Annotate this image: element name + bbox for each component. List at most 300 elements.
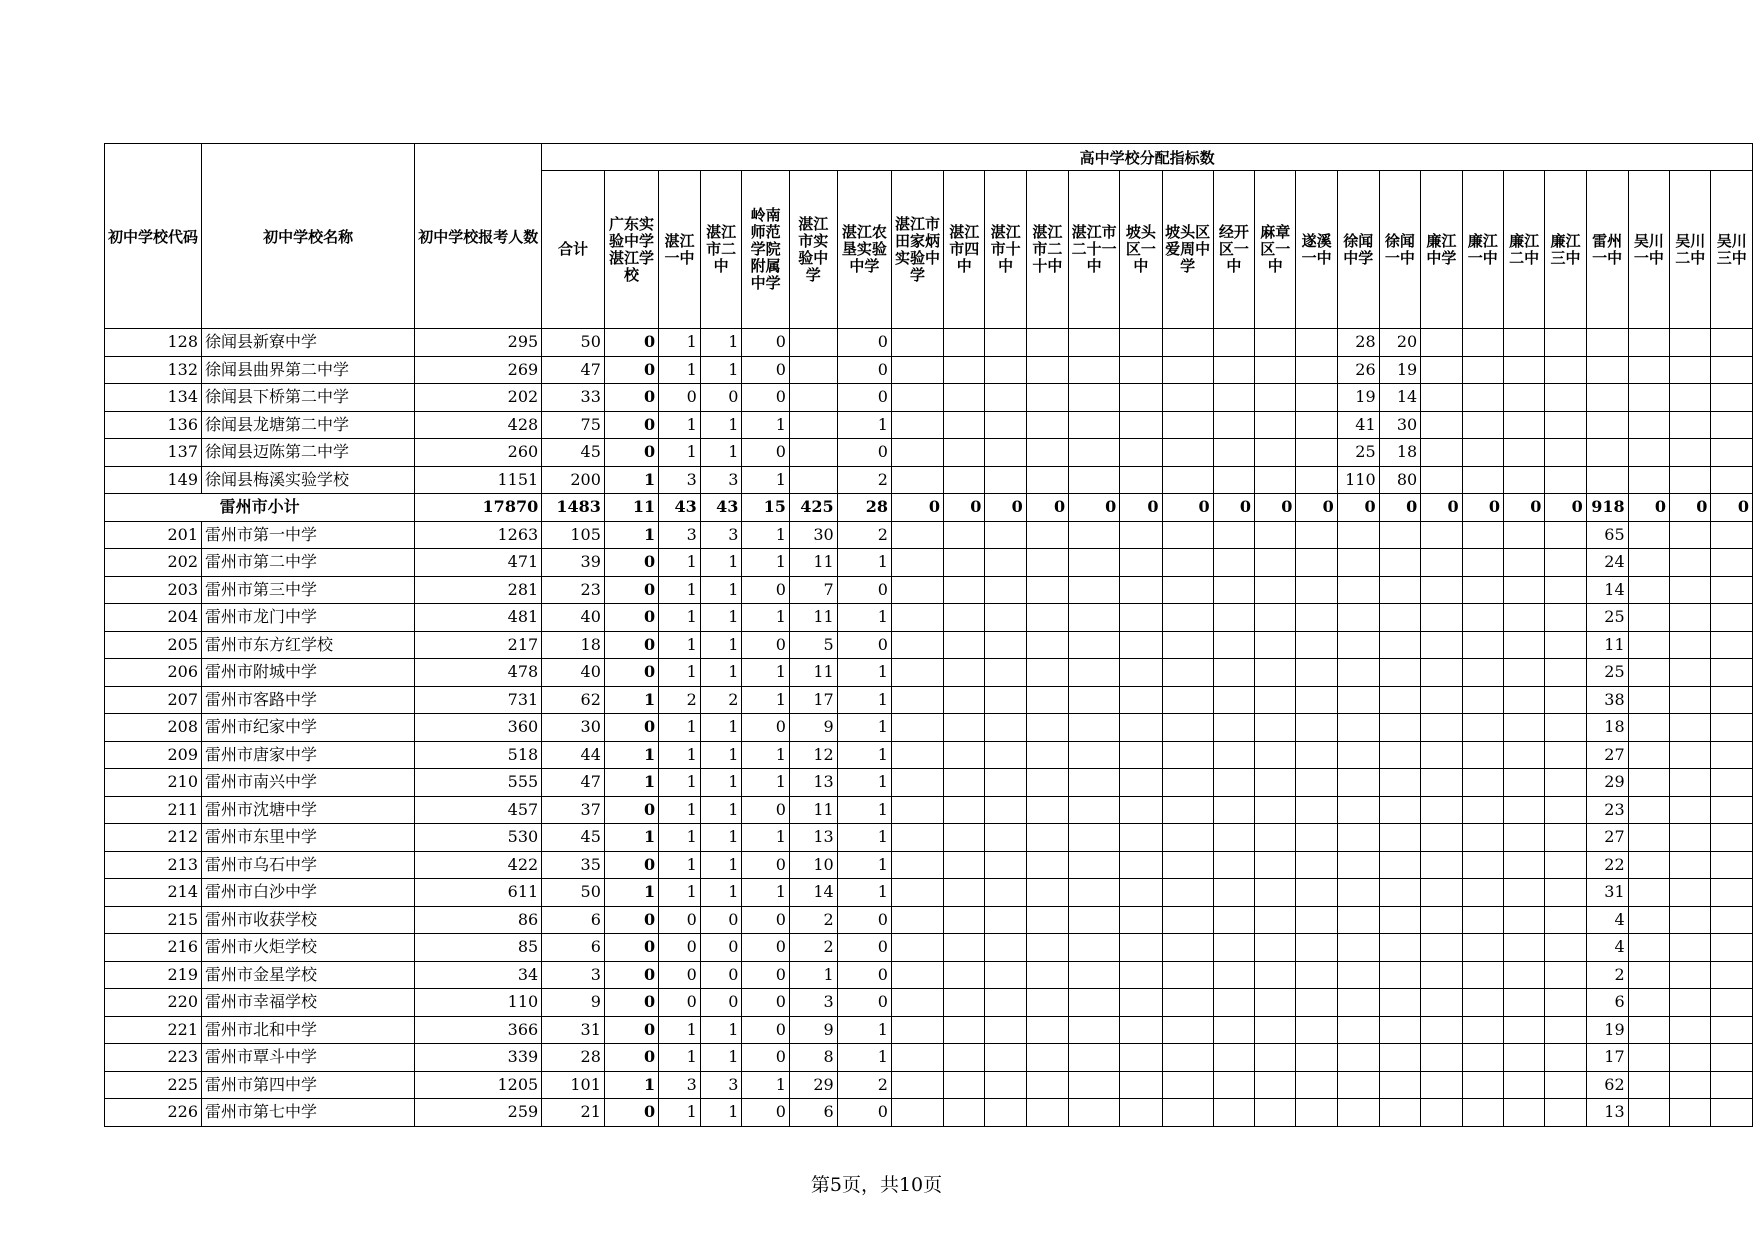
quota-cell — [1162, 549, 1213, 577]
quota-cell: 1 — [700, 329, 742, 357]
quota-cell — [1462, 1044, 1503, 1072]
table-row — [105, 1099, 1753, 1127]
quota-cell — [1503, 1044, 1544, 1072]
quota-cell: 0 — [604, 411, 658, 439]
quota-cell — [1462, 521, 1503, 549]
quota-cell: 1 — [700, 796, 742, 824]
quota-cell — [1628, 1016, 1669, 1044]
quota-cell — [1162, 1071, 1213, 1099]
header-subcol: 合计 — [542, 171, 605, 329]
quota-cell: 1 — [742, 741, 789, 769]
quota-cell — [1670, 329, 1711, 357]
quota-cell — [1296, 769, 1337, 797]
quota-cell — [1628, 906, 1669, 934]
quota-cell: 50 — [542, 879, 605, 907]
quota-cell — [1296, 659, 1337, 687]
quota-cell — [1213, 549, 1254, 577]
quota-cell: 41 — [1337, 411, 1379, 439]
quota-cell: 5 — [789, 631, 837, 659]
quota-cell — [1069, 411, 1120, 439]
quota-cell — [1545, 549, 1586, 577]
quota-cell — [944, 879, 985, 907]
school-code: 223 — [105, 1044, 202, 1072]
school-code: 226 — [105, 1099, 202, 1127]
quota-cell — [1503, 989, 1544, 1017]
quota-cell — [1670, 686, 1711, 714]
quota-cell: 1 — [604, 466, 658, 494]
quota-cell — [1462, 356, 1503, 384]
applicant-count: 366 — [415, 1016, 542, 1044]
quota-cell — [1379, 714, 1421, 742]
quota-cell — [1586, 439, 1628, 467]
quota-cell: 13 — [1586, 1099, 1628, 1127]
quota-cell — [1711, 906, 1753, 934]
quota-cell — [1120, 549, 1162, 577]
quota-cell — [1296, 741, 1337, 769]
quota-cell: 26 — [1337, 356, 1379, 384]
header-subcol: 廉江二中 — [1503, 171, 1544, 329]
quota-cell — [1026, 686, 1068, 714]
quota-cell: 14 — [1379, 384, 1421, 412]
quota-cell — [1120, 659, 1162, 687]
quota-cell — [1545, 1071, 1586, 1099]
quota-cell: 0 — [604, 631, 658, 659]
quota-cell — [891, 549, 943, 577]
quota-cell: 31 — [542, 1016, 605, 1044]
quota-cell — [1296, 796, 1337, 824]
quota-cell — [944, 769, 985, 797]
quota-cell: 0 — [1337, 494, 1379, 522]
quota-cell — [1296, 466, 1337, 494]
quota-cell — [985, 521, 1026, 549]
quota-cell: 0 — [837, 329, 891, 357]
header-subcol: 廉江三中 — [1545, 171, 1586, 329]
quota-cell — [1213, 439, 1254, 467]
table-row — [105, 1071, 1753, 1099]
applicant-count: 281 — [415, 576, 542, 604]
quota-cell — [1503, 961, 1544, 989]
quota-cell — [1120, 906, 1162, 934]
quota-cell — [1069, 851, 1120, 879]
applicant-count: 422 — [415, 851, 542, 879]
quota-cell — [1503, 411, 1544, 439]
quota-cell — [1545, 1099, 1586, 1127]
quota-cell — [985, 769, 1026, 797]
quota-cell — [1026, 384, 1068, 412]
quota-cell — [1026, 631, 1068, 659]
quota-cell: 11 — [789, 659, 837, 687]
quota-cell — [944, 466, 985, 494]
quota-cell: 40 — [542, 659, 605, 687]
quota-cell: 9 — [789, 714, 837, 742]
quota-cell: 0 — [659, 961, 701, 989]
quota-cell — [891, 604, 943, 632]
quota-cell — [1213, 686, 1254, 714]
quota-cell: 1 — [700, 439, 742, 467]
quota-cell — [1120, 961, 1162, 989]
applicant-count: 360 — [415, 714, 542, 742]
quota-cell — [1711, 356, 1753, 384]
quota-cell — [1379, 1044, 1421, 1072]
quota-cell — [1379, 989, 1421, 1017]
quota-cell — [944, 549, 985, 577]
quota-cell — [1069, 906, 1120, 934]
quota-cell — [1670, 1099, 1711, 1127]
quota-cell: 0 — [659, 989, 701, 1017]
school-name: 雷州市第七中学 — [202, 1099, 415, 1127]
quota-cell: 1 — [742, 411, 789, 439]
quota-cell — [1026, 439, 1068, 467]
quota-cell: 0 — [659, 934, 701, 962]
school-name: 雷州市第一中学 — [202, 521, 415, 549]
quota-cell — [1337, 851, 1379, 879]
quota-cell — [1711, 411, 1753, 439]
quota-cell: 0 — [1255, 494, 1296, 522]
quota-cell: 0 — [604, 329, 658, 357]
quota-cell — [1545, 466, 1586, 494]
quota-cell — [1026, 521, 1068, 549]
quota-cell — [1670, 466, 1711, 494]
quota-cell: 11 — [1586, 631, 1628, 659]
school-name: 雷州市北和中学 — [202, 1016, 415, 1044]
quota-cell — [1545, 906, 1586, 934]
quota-cell: 44 — [542, 741, 605, 769]
quota-cell — [1296, 906, 1337, 934]
quota-cell — [891, 631, 943, 659]
quota-cell — [1670, 714, 1711, 742]
quota-cell — [1462, 879, 1503, 907]
quota-cell: 918 — [1586, 494, 1628, 522]
quota-cell — [1503, 604, 1544, 632]
quota-cell — [1296, 934, 1337, 962]
quota-cell: 13 — [789, 824, 837, 852]
quota-cell — [1586, 329, 1628, 357]
quota-cell: 1 — [659, 714, 701, 742]
quota-cell — [1255, 411, 1296, 439]
table-row — [105, 906, 1753, 934]
quota-cell: 0 — [742, 989, 789, 1017]
school-name: 雷州市第四中学 — [202, 1071, 415, 1099]
quota-cell — [891, 1099, 943, 1127]
quota-cell: 45 — [542, 824, 605, 852]
quota-cell: 0 — [604, 851, 658, 879]
quota-cell — [1586, 356, 1628, 384]
table-row — [105, 879, 1753, 907]
quota-cell: 39 — [542, 549, 605, 577]
quota-cell: 3 — [700, 521, 742, 549]
quota-cell — [1421, 356, 1462, 384]
quota-cell — [1421, 769, 1462, 797]
school-name: 徐闻县下桥第二中学 — [202, 384, 415, 412]
quota-cell — [1069, 329, 1120, 357]
table-row — [105, 521, 1753, 549]
quota-cell: 4 — [1586, 906, 1628, 934]
quota-cell — [1545, 329, 1586, 357]
quota-cell — [1379, 521, 1421, 549]
header-subcol: 经开区一中 — [1213, 171, 1254, 329]
quota-cell — [985, 631, 1026, 659]
quota-cell — [1255, 879, 1296, 907]
quota-cell — [1337, 824, 1379, 852]
quota-cell — [1670, 796, 1711, 824]
quota-cell — [1628, 521, 1669, 549]
quota-cell: 0 — [742, 906, 789, 934]
quota-cell — [1120, 1044, 1162, 1072]
quota-cell — [944, 824, 985, 852]
quota-cell — [1628, 659, 1669, 687]
quota-cell — [1503, 329, 1544, 357]
header-name: 初中学校名称 — [202, 144, 415, 329]
quota-cell: 28 — [837, 494, 891, 522]
table-row — [105, 851, 1753, 879]
quota-cell: 8 — [789, 1044, 837, 1072]
quota-cell: 2 — [700, 686, 742, 714]
quota-cell — [1462, 824, 1503, 852]
quota-cell — [985, 356, 1026, 384]
school-code: 202 — [105, 549, 202, 577]
quota-cell: 1 — [700, 824, 742, 852]
quota-cell — [1255, 439, 1296, 467]
quota-cell: 1 — [604, 1071, 658, 1099]
table-row — [105, 549, 1753, 577]
quota-cell — [1255, 1099, 1296, 1127]
quota-cell — [1586, 411, 1628, 439]
quota-cell: 0 — [742, 934, 789, 962]
quota-cell — [1213, 989, 1254, 1017]
quota-cell: 0 — [604, 989, 658, 1017]
quota-cell: 0 — [1379, 494, 1421, 522]
quota-cell — [891, 686, 943, 714]
applicant-count: 481 — [415, 604, 542, 632]
quota-cell — [944, 741, 985, 769]
quota-cell: 38 — [1586, 686, 1628, 714]
quota-cell: 18 — [1586, 714, 1628, 742]
quota-cell — [944, 439, 985, 467]
quota-cell: 3 — [659, 466, 701, 494]
quota-cell — [1213, 1071, 1254, 1099]
quota-cell — [1162, 906, 1213, 934]
quota-cell — [1296, 1044, 1337, 1072]
quota-cell: 28 — [542, 1044, 605, 1072]
applicant-count: 457 — [415, 796, 542, 824]
quota-cell: 1 — [604, 824, 658, 852]
quota-cell — [1421, 906, 1462, 934]
quota-cell — [1503, 686, 1544, 714]
quota-cell — [1462, 1016, 1503, 1044]
quota-cell — [1711, 796, 1753, 824]
quota-cell — [1026, 411, 1068, 439]
quota-cell: 1 — [659, 356, 701, 384]
applicant-count: 217 — [415, 631, 542, 659]
quota-cell: 1 — [742, 769, 789, 797]
quota-cell: 7 — [789, 576, 837, 604]
quota-cell: 1 — [659, 824, 701, 852]
quota-cell — [891, 741, 943, 769]
applicant-count: 611 — [415, 879, 542, 907]
quota-cell — [1213, 741, 1254, 769]
quota-cell — [1026, 961, 1068, 989]
quota-cell — [944, 714, 985, 742]
quota-cell — [1213, 906, 1254, 934]
quota-cell — [1120, 356, 1162, 384]
school-code: 207 — [105, 686, 202, 714]
quota-cell — [1421, 879, 1462, 907]
quota-cell: 1 — [700, 769, 742, 797]
quota-cell: 1 — [742, 686, 789, 714]
quota-cell — [1503, 659, 1544, 687]
quota-cell — [1337, 631, 1379, 659]
header-subcol: 吴川二中 — [1670, 171, 1711, 329]
quota-cell — [1255, 1044, 1296, 1072]
quota-cell: 0 — [1462, 494, 1503, 522]
quota-cell — [1026, 1044, 1068, 1072]
quota-cell — [1711, 686, 1753, 714]
header-subcol: 湛江市四中 — [944, 171, 985, 329]
quota-cell — [1462, 384, 1503, 412]
quota-cell — [1545, 961, 1586, 989]
quota-cell — [1213, 851, 1254, 879]
quota-cell: 50 — [542, 329, 605, 357]
quota-cell: 27 — [1586, 741, 1628, 769]
quota-cell: 0 — [604, 604, 658, 632]
quota-cell: 0 — [891, 494, 943, 522]
quota-cell — [1670, 1044, 1711, 1072]
school-name: 雷州市火炬学校 — [202, 934, 415, 962]
quota-cell: 19 — [1586, 1016, 1628, 1044]
quota-cell — [944, 521, 985, 549]
quota-cell — [1120, 934, 1162, 962]
quota-cell — [1670, 411, 1711, 439]
quota-cell: 1 — [700, 659, 742, 687]
header-subcol: 吴川一中 — [1628, 171, 1669, 329]
quota-cell — [1421, 851, 1462, 879]
quota-cell — [891, 796, 943, 824]
quota-cell — [1545, 741, 1586, 769]
quota-cell: 65 — [1586, 521, 1628, 549]
quota-cell — [789, 384, 837, 412]
quota-cell — [1069, 1099, 1120, 1127]
quota-cell — [1711, 851, 1753, 879]
quota-cell — [1162, 439, 1213, 467]
quota-cell: 0 — [742, 714, 789, 742]
quota-cell — [1421, 549, 1462, 577]
quota-cell — [1503, 851, 1544, 879]
quota-cell: 25 — [1337, 439, 1379, 467]
quota-cell: 1 — [700, 851, 742, 879]
quota-cell — [1711, 879, 1753, 907]
quota-cell — [1296, 411, 1337, 439]
table-row — [105, 631, 1753, 659]
quota-cell — [1213, 934, 1254, 962]
quota-cell: 1 — [742, 549, 789, 577]
header-group-title: 高中学校分配指标数 — [542, 144, 1753, 171]
quota-cell: 0 — [604, 934, 658, 962]
quota-cell — [1670, 604, 1711, 632]
quota-cell — [985, 1071, 1026, 1099]
quota-cell — [1120, 851, 1162, 879]
quota-cell — [1296, 824, 1337, 852]
quota-cell — [1026, 549, 1068, 577]
quota-cell: 0 — [604, 796, 658, 824]
quota-cell — [1213, 521, 1254, 549]
quota-cell — [1421, 796, 1462, 824]
quota-cell — [1711, 1099, 1753, 1127]
quota-cell — [1545, 714, 1586, 742]
table-row — [105, 741, 1753, 769]
quota-cell — [1162, 384, 1213, 412]
quota-cell — [1213, 769, 1254, 797]
school-name: 雷州市收获学校 — [202, 906, 415, 934]
quota-cell — [1628, 604, 1669, 632]
quota-cell — [1628, 576, 1669, 604]
page-footer: 第5页，共10页 — [810, 1174, 943, 1196]
applicant-count: 34 — [415, 961, 542, 989]
quota-cell — [1213, 329, 1254, 357]
quota-cell — [1296, 879, 1337, 907]
quota-cell — [1026, 934, 1068, 962]
quota-cell — [1162, 824, 1213, 852]
applicant-count: 269 — [415, 356, 542, 384]
quota-cell — [1026, 796, 1068, 824]
quota-cell: 0 — [837, 576, 891, 604]
quota-cell — [1069, 796, 1120, 824]
applicant-count: 1151 — [415, 466, 542, 494]
quota-cell — [1255, 466, 1296, 494]
table-row — [105, 604, 1753, 632]
quota-cell: 30 — [789, 521, 837, 549]
quota-cell — [1670, 934, 1711, 962]
quota-cell — [1421, 631, 1462, 659]
quota-cell — [1026, 714, 1068, 742]
quota-cell: 3 — [700, 466, 742, 494]
quota-cell: 0 — [742, 631, 789, 659]
quota-cell: 23 — [542, 576, 605, 604]
quota-cell — [1026, 769, 1068, 797]
quota-cell — [1503, 439, 1544, 467]
quota-cell: 17 — [1586, 1044, 1628, 1072]
quota-cell: 0 — [742, 576, 789, 604]
quota-cell — [1379, 906, 1421, 934]
quota-cell: 0 — [604, 1099, 658, 1127]
quota-cell — [985, 934, 1026, 962]
quota-cell: 1 — [700, 356, 742, 384]
quota-cell — [1628, 851, 1669, 879]
quota-cell: 0 — [837, 961, 891, 989]
quota-cell: 33 — [542, 384, 605, 412]
quota-cell — [1421, 989, 1462, 1017]
quota-cell — [1337, 576, 1379, 604]
quota-cell — [1545, 879, 1586, 907]
header-subcol: 廉江一中 — [1462, 171, 1503, 329]
quota-cell — [1337, 741, 1379, 769]
quota-cell: 0 — [604, 576, 658, 604]
quota-cell — [1462, 549, 1503, 577]
quota-cell — [1670, 879, 1711, 907]
quota-cell: 4 — [1586, 934, 1628, 962]
quota-cell — [1379, 934, 1421, 962]
quota-cell — [1670, 769, 1711, 797]
quota-cell — [1296, 714, 1337, 742]
quota-cell — [1337, 961, 1379, 989]
quota-cell — [891, 879, 943, 907]
quota-cell: 3 — [659, 1071, 701, 1099]
quota-cell — [1421, 329, 1462, 357]
quota-cell — [1421, 576, 1462, 604]
quota-cell — [944, 796, 985, 824]
school-code: 215 — [105, 906, 202, 934]
quota-cell — [1503, 741, 1544, 769]
quota-cell: 37 — [542, 796, 605, 824]
